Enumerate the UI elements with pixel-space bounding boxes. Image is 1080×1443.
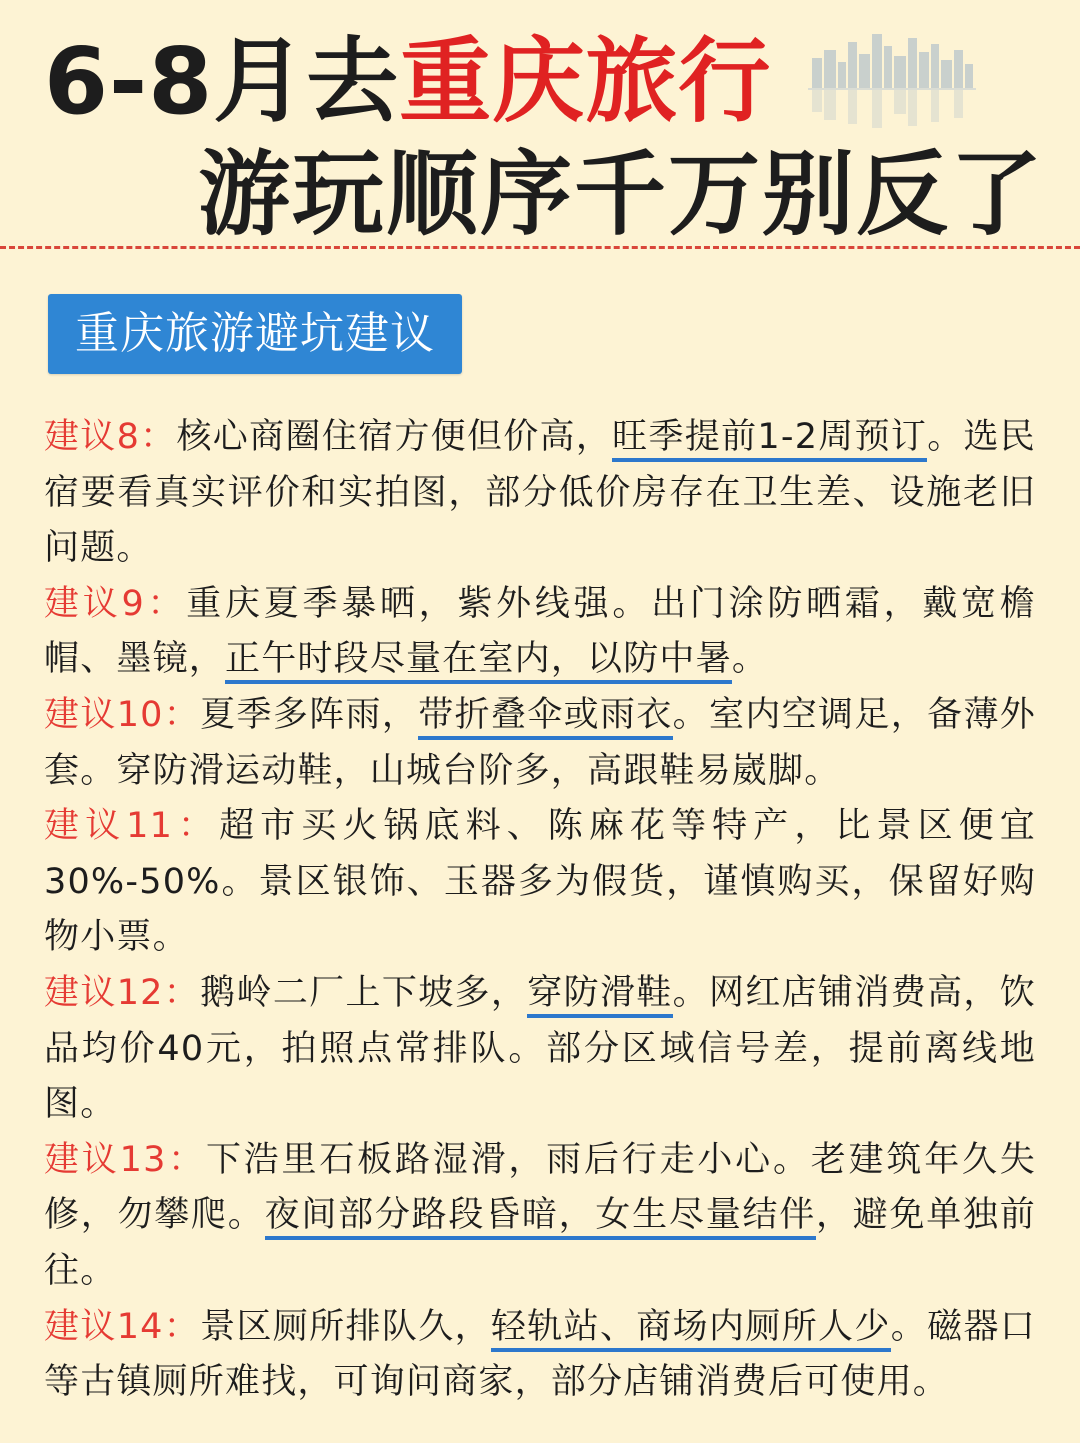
- tip-text: 核心商圈住宿方便但价高，: [176, 417, 613, 457]
- tip-label: 建议11：: [44, 806, 220, 847]
- tip-highlight-text: 夜间部分路段昏暗，女生尽量结伴: [265, 1195, 816, 1240]
- tip-label: 建议13：: [44, 1139, 206, 1180]
- title-block: [0, 0, 1080, 248]
- tip-label: 建议10：: [44, 694, 201, 735]
- tip-text: 。: [731, 639, 769, 680]
- section-heading-badge: 重庆旅游避坑建议: [48, 294, 462, 374]
- title-line-2: 游玩顺序千万别反了: [198, 141, 1045, 248]
- tip-paragraph: [44, 966, 1036, 1133]
- tip-highlight-text: 穿防滑鞋: [527, 973, 672, 1018]
- tip-highlight-text: 轻轨站、商场内厕所人少: [491, 1307, 891, 1352]
- tip-text: 。选民宿要看真实评价和实拍图，部分低价房存在卫生差、设施老旧问题。: [44, 417, 1036, 569]
- tip-text: 超市买火锅底料、陈麻花等特产，比景区便宜30%-50%。景区银饰、玉器多为假货，谨慎购买，保留好购物小票。: [44, 806, 1036, 958]
- tips-list: [44, 410, 1036, 1411]
- title-red-text: 重庆旅行: [399, 28, 772, 135]
- tip-paragraph: [44, 799, 1036, 966]
- tip-text: 。磁器口等古镇厕所难找，可询问商家，部分店铺消费后可使用。: [44, 1306, 1036, 1403]
- tip-paragraph: [44, 1300, 1036, 1411]
- tip-paragraph: [44, 577, 1036, 688]
- title-line-1: [44, 22, 771, 142]
- tip-paragraph: [44, 688, 1036, 799]
- tip-text: 鹅岭二厂上下坡多，: [200, 972, 528, 1013]
- tip-paragraph: [44, 1133, 1036, 1300]
- tip-highlight-text: 旺季提前1-2周预订: [612, 417, 927, 462]
- tip-highlight-text: 正午时段尽量在室内，以防中暑: [225, 639, 732, 684]
- tip-text: ，避免单独前往。: [44, 1195, 1037, 1291]
- tip-text: 。室内空调足，备薄外套。穿防滑运动鞋，山城台阶多，高跟鞋易崴脚。: [44, 694, 1036, 791]
- tip-text: 。网红店铺消费高，饮品均价40元，拍照点常排队。部分区域信号差，提前离线地图。: [44, 972, 1036, 1125]
- tip-text: 下浩里石板路湿滑，雨后行走小心。老建筑年久失修，勿攀爬。: [44, 1139, 1036, 1236]
- tip-highlight-text: 带折叠伞或雨衣: [418, 695, 672, 740]
- title-black-text: 6-8月去: [44, 28, 400, 135]
- tip-text: 夏季多阵雨，: [200, 694, 419, 735]
- tip-label: 建议8：: [44, 417, 177, 457]
- dashed-divider: [0, 246, 1080, 249]
- tip-paragraph: [44, 410, 1036, 577]
- tip-text: 重庆夏季暴晒，紫外线强。出门涂防晒霜，戴宽檐帽、墨镜，: [44, 583, 1036, 680]
- tip-text: 景区厕所排队久，: [200, 1306, 491, 1347]
- tip-label: 建议9：: [44, 583, 187, 624]
- tip-label: 建议12：: [44, 972, 201, 1013]
- tip-label: 建议14：: [44, 1306, 201, 1347]
- city-skyline-illustration: [808, 28, 976, 130]
